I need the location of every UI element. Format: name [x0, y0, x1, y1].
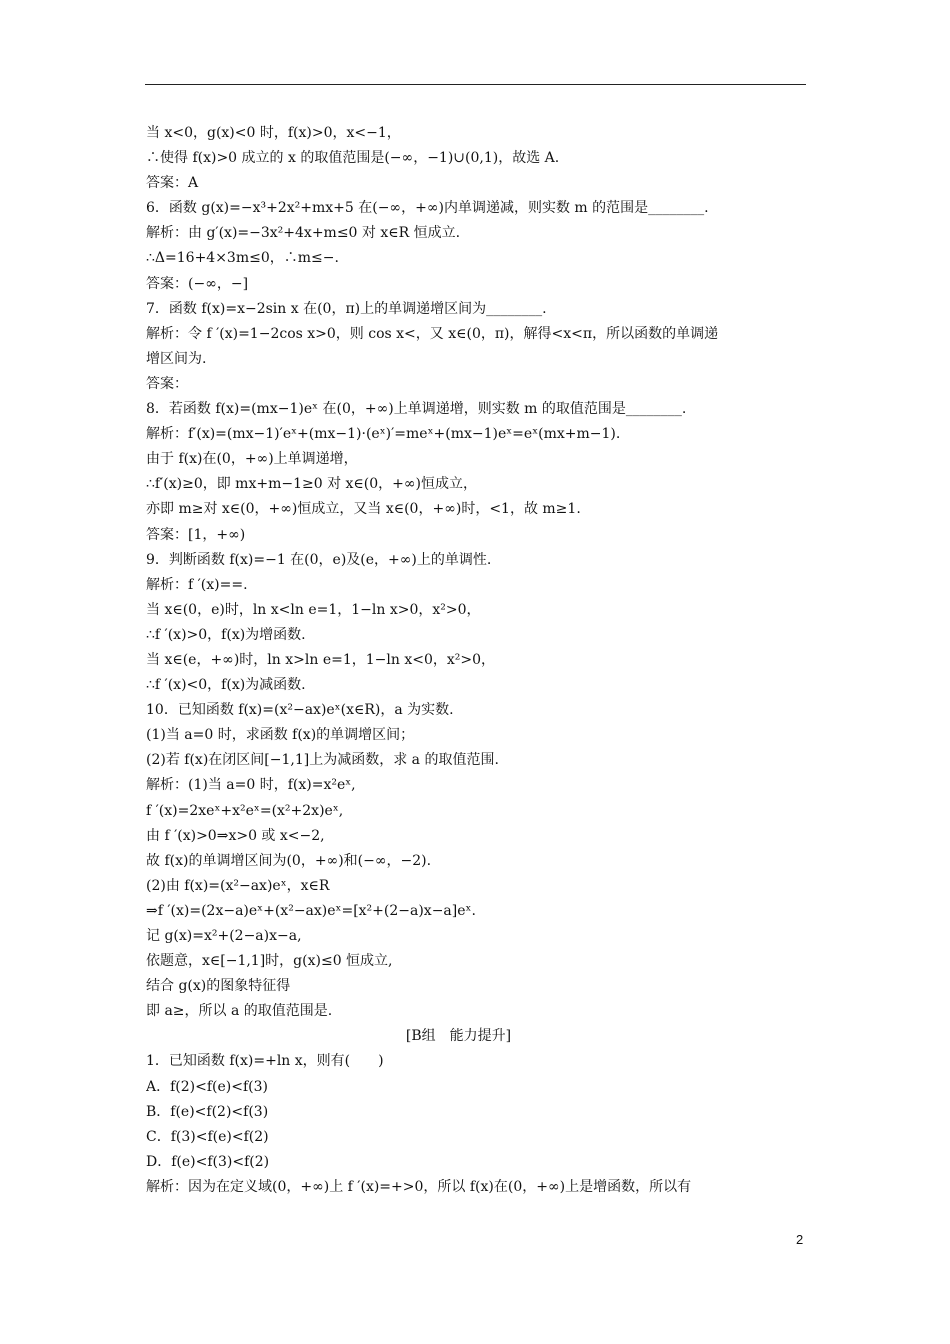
- text-line: ⇒f ′(x)=(2x−a)eˣ+(x²−ax)eˣ=[x²+(2−a)x−a]eˣ.: [146, 902, 476, 919]
- solution-line: 解析：因为在定义域(0，+∞)上 f ′(x)=+>0，所以 f(x)在(0，+∞)上是增函数，所以有: [146, 1178, 692, 1195]
- solution-line: 解析：由 g′(x)=−3x²+4x+m≤0 对 x∈R 恒成立.: [146, 225, 461, 242]
- text-line: 增区间为.: [146, 350, 207, 367]
- sub-question: (2)若 f(x)在闭区间[−1,1]上为减函数，求 a 的取值范围.: [146, 752, 499, 769]
- text-line: ∴Δ=16+4×3m≤0，∴m≤−.: [146, 250, 339, 267]
- question-6: 6．函数 g(x)=−x³+2x²+mx+5 在(−∞，+∞)内单调递减，则实数 m 的范围是________.: [146, 200, 709, 217]
- text-line: 由于 f(x)在(0，+∞)上单调递增，: [146, 451, 358, 468]
- text-line: (2)由 f(x)=(x²−ax)eˣ，x∈R: [146, 877, 330, 894]
- solution-line: 解析：f′(x)=(mx−1)′eˣ+(mx−1)·(eˣ)′=meˣ+(mx−1)eˣ=eˣ(mx+m−1).: [146, 426, 621, 443]
- text-line: 亦即 m≥对 x∈(0，+∞)恒成立，又当 x∈(0，+∞)时，<1，故 m≥1.: [146, 501, 581, 518]
- answer-line: 答案：: [146, 375, 188, 392]
- text-line: 即 a≥，所以 a 的取值范围是.: [146, 1003, 333, 1020]
- text-line: ∴f′(x)≥0，即 mx+m−1≥0 对 x∈(0，+∞)恒成立，: [146, 476, 478, 493]
- option-d: D．f(e)<f(3)<f(2): [146, 1153, 270, 1170]
- option-b: B．f(e)<f(2)<f(3): [146, 1103, 269, 1120]
- solution-line: 解析：f ′(x)==.: [146, 576, 248, 593]
- sub-question: (1)当 a=0 时，求函数 f(x)的单调增区间；: [146, 727, 415, 744]
- text-line: ∴f ′(x)<0，f(x)为减函数.: [146, 677, 306, 694]
- text-line: 记 g(x)=x²+(2−a)x−a,: [146, 928, 302, 944]
- text-line: 结合 g(x)的图象特征得: [146, 978, 291, 995]
- answer-line: 答案：[1，+∞): [146, 526, 246, 543]
- question-9: 9．判断函数 f(x)=−1 在(0，e)及(e，+∞)上的单调性.: [146, 551, 492, 568]
- question-8: 8．若函数 f(x)=(mx−1)eˣ 在(0，+∞)上单调递增，则实数 m 的取值范围是________.: [146, 401, 687, 418]
- text-line: 由 f ′(x)>0⇒x>0 或 x<−2,: [146, 827, 325, 844]
- question-10: 10．已知函数 f(x)=(x²−ax)eˣ(x∈R)，a 为实数.: [146, 702, 454, 719]
- solution-line: 解析：(1)当 a=0 时，f(x)=x²eˣ,: [146, 777, 356, 794]
- text-line: ∴使得 f(x)>0 成立的 x 的取值范围是(−∞，−1)∪(0,1)，故选 A.: [146, 150, 560, 167]
- text-line: ∴f ′(x)>0，f(x)为增函数.: [146, 626, 306, 643]
- question-7: 7．函数 f(x)=x−2sin x 在(0，π)上的单调递增区间为________.: [146, 300, 547, 317]
- answer-line: 答案：(−∞，−]: [146, 275, 249, 292]
- option-c: C．f(3)<f(e)<f(2): [146, 1128, 269, 1145]
- section-heading: [B组 能力提升]: [405, 1028, 512, 1045]
- solution-line: 解析：令 f ′(x)=1−2cos x>0，则 cos x<，又 x∈(0，π)，解得<x<π，所以函数的单调递: [146, 325, 719, 342]
- header-rule: [145, 84, 806, 85]
- text-line: 故 f(x)的单调增区间为(0，+∞)和(−∞，−2).: [146, 852, 432, 869]
- text-line: 当 x<0，g(x)<0 时，f(x)>0，x<−1，: [146, 125, 401, 141]
- text-line: 依题意，x∈[−1,1]时，g(x)≤0 恒成立,: [146, 953, 393, 970]
- text-line: 当 x∈(0，e)时，ln x<ln e=1，1−ln x>0，x²>0，: [146, 601, 481, 618]
- document-body: [146, 121, 811, 1200]
- answer-line: 答案：A: [146, 175, 199, 192]
- option-a: A．f(2)<f(e)<f(3): [146, 1078, 268, 1095]
- text-line: 当 x∈(e，+∞)时，ln x>ln e=1，1−ln x<0，x²>0，: [146, 651, 496, 668]
- text-line: f ′(x)=2xeˣ+x²eˣ=(x²+2x)eˣ,: [146, 802, 344, 819]
- page-number: 2: [796, 1232, 804, 1247]
- question-b1: 1．已知函数 f(x)=+ln x，则有( ): [146, 1053, 384, 1070]
